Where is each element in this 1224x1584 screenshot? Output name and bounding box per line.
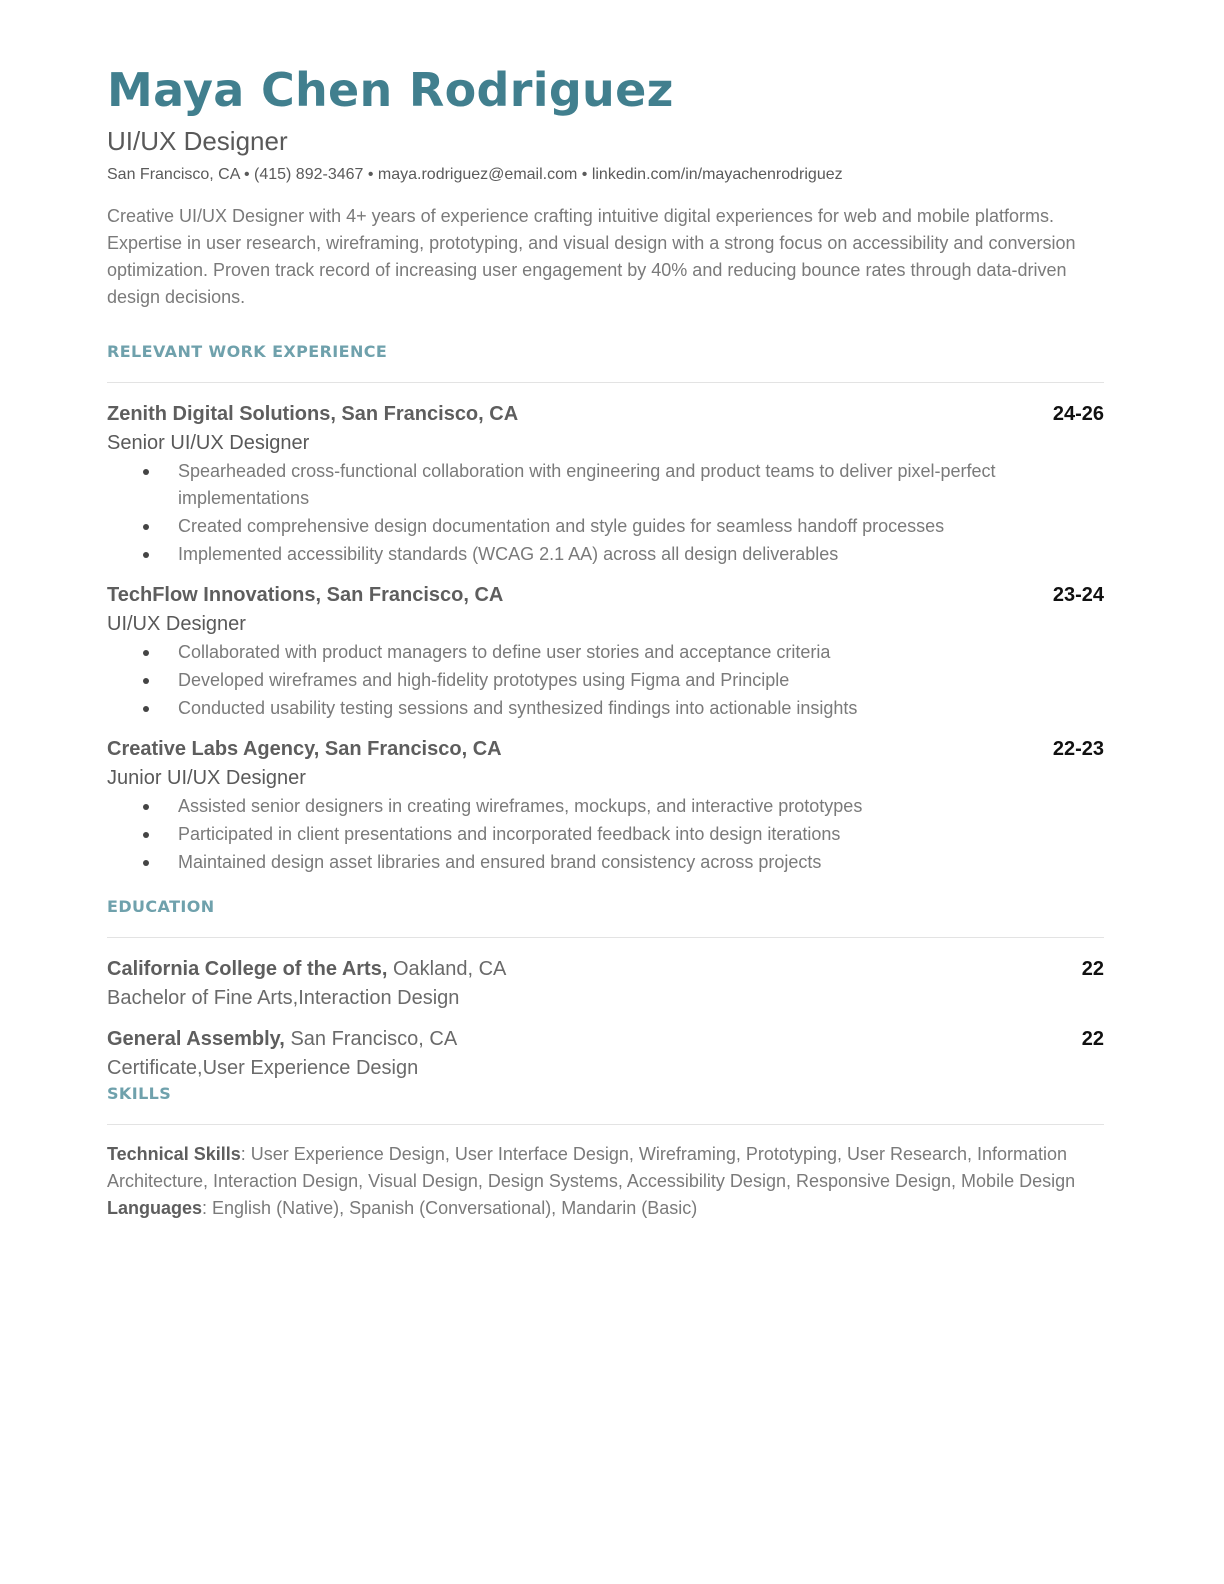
- education-entry: [107, 955, 1104, 1013]
- job-years: 22-23: [1052, 738, 1104, 760]
- section-divider: [107, 937, 1104, 938]
- languages-label: Languages: [107, 1198, 203, 1218]
- job-company: TechFlow Innovations, San Francisco, CA: [107, 584, 504, 606]
- bullet-text: Participated in client presentations and incorporated feedback into design iterations: [178, 824, 841, 844]
- candidate-role: UI/UX Designer: [107, 126, 288, 156]
- job-company: Creative Labs Agency, San Francisco, CA: [107, 738, 502, 760]
- job-years: 23-24: [1052, 584, 1104, 606]
- job-title: Junior UI/UX Designer: [107, 767, 306, 789]
- job-entry: [107, 735, 1104, 876]
- bullet-text: Developed wireframes and high-fidelity prototypes using Figma and Principle: [178, 670, 790, 690]
- bullet-text: Maintained design asset libraries and ensured brand consistency across projects: [178, 852, 822, 872]
- list-item: [107, 458, 1104, 512]
- list-item: [107, 541, 1104, 568]
- technical-skills: [107, 1141, 1104, 1195]
- bullet-icon: [143, 804, 149, 810]
- section-title-experience: RELEVANT WORK EXPERIENCE: [107, 342, 388, 361]
- bullet-icon: [143, 469, 149, 475]
- school-name: General Assembly,: [107, 1028, 285, 1050]
- list-item: [107, 695, 1104, 722]
- section-title-skills: SKILLS: [107, 1084, 172, 1103]
- bullet-text: Implemented accessibility standards (WCAG 2.1 AA) across all design deliverables: [178, 544, 839, 564]
- bullet-icon: [143, 832, 149, 838]
- resume-page: [107, 60, 1104, 1222]
- list-item: [107, 849, 1104, 876]
- list-item: [107, 639, 1104, 666]
- job-header: [107, 400, 1104, 428]
- list-item: [107, 513, 1104, 540]
- job-bullets: [107, 793, 1104, 876]
- education-institution: [107, 955, 506, 983]
- list-item: [107, 667, 1104, 694]
- section-title-education: EDUCATION: [107, 897, 215, 916]
- candidate-name: Maya Chen Rodriguez: [107, 63, 674, 117]
- job-entry: [107, 581, 1104, 722]
- section-divider: [107, 1124, 1104, 1125]
- school-location: San Francisco, CA: [290, 1028, 458, 1050]
- section-divider: [107, 382, 1104, 383]
- job-bullets: [107, 458, 1104, 568]
- bullet-text: Conducted usability testing sessions and synthesized findings into actionable insights: [178, 698, 858, 718]
- job-title: UI/UX Designer: [107, 613, 246, 635]
- education-degree: Bachelor of Fine Arts,Interaction Design: [107, 987, 460, 1009]
- bullet-text: Collaborated with product managers to define user stories and acceptance criteria: [178, 642, 831, 662]
- bullet-icon: [143, 524, 149, 530]
- education-entry: [107, 1025, 1104, 1083]
- languages-value: : English (Native), Spanish (Conversational), Mandarin (Basic): [202, 1198, 698, 1218]
- technical-skills-value: : User Experience Design, User Interface Design, Wireframing, Prototyping, User Research, Information Architecture, Interaction Design, Visual Design, Design Systems, Accessibility Design, Responsive Design, Mobile Design: [107, 1144, 1076, 1191]
- job-bullets: [107, 639, 1104, 722]
- education-section: [107, 896, 1104, 1083]
- education-degree: Certificate,User Experience Design: [107, 1057, 419, 1079]
- job-company: Zenith Digital Solutions, San Francisco, CA: [107, 403, 519, 425]
- school-location: Oakland, CA: [392, 958, 507, 980]
- list-item: [107, 821, 1104, 848]
- education-header: [107, 955, 1104, 983]
- languages: [107, 1195, 1104, 1222]
- skills-section: [107, 1083, 1104, 1222]
- bullet-icon: [143, 650, 149, 656]
- bullet-icon: [143, 552, 149, 558]
- education-header: [107, 1025, 1104, 1053]
- education-institution: [107, 1025, 457, 1053]
- bullet-icon: [143, 706, 149, 712]
- job-title: Senior UI/UX Designer: [107, 432, 310, 454]
- education-year: 22: [1081, 958, 1104, 980]
- school-name: California College of the Arts,: [107, 958, 388, 980]
- contact-line: San Francisco, CA • (415) 892-3467 • maya.rodriguez@email.com • linkedin.com/in/mayachenrodriguez: [107, 166, 843, 183]
- experience-section: [107, 341, 1104, 876]
- bullet-text: Created comprehensive design documentation and style guides for seamless handoff processes: [178, 516, 945, 536]
- job-entry: [107, 400, 1104, 568]
- job-header: [107, 735, 1104, 763]
- job-years: 24-26: [1052, 403, 1104, 425]
- bullet-icon: [143, 678, 149, 684]
- bullet-text: Spearheaded cross-functional collaboration with engineering and product teams to deliver pixel-perfect implementations: [178, 461, 996, 508]
- job-header: [107, 581, 1104, 609]
- technical-skills-label: Technical Skills: [107, 1144, 241, 1164]
- education-year: 22: [1081, 1028, 1104, 1050]
- bullet-text: Assisted senior designers in creating wireframes, mockups, and interactive prototypes: [178, 796, 863, 816]
- professional-summary: Creative UI/UX Designer with 4+ years of experience crafting intuitive digital experiences for web and mobile platforms. Expertise in user research, wireframing, prototyping, and visual design with a strong focus on accessibility and conversion optimization. Proven track record of increasing user engagement by 40% and reducing bounce rates through data-driven design decisions.: [107, 206, 1076, 307]
- bullet-icon: [143, 860, 149, 866]
- list-item: [107, 793, 1104, 820]
